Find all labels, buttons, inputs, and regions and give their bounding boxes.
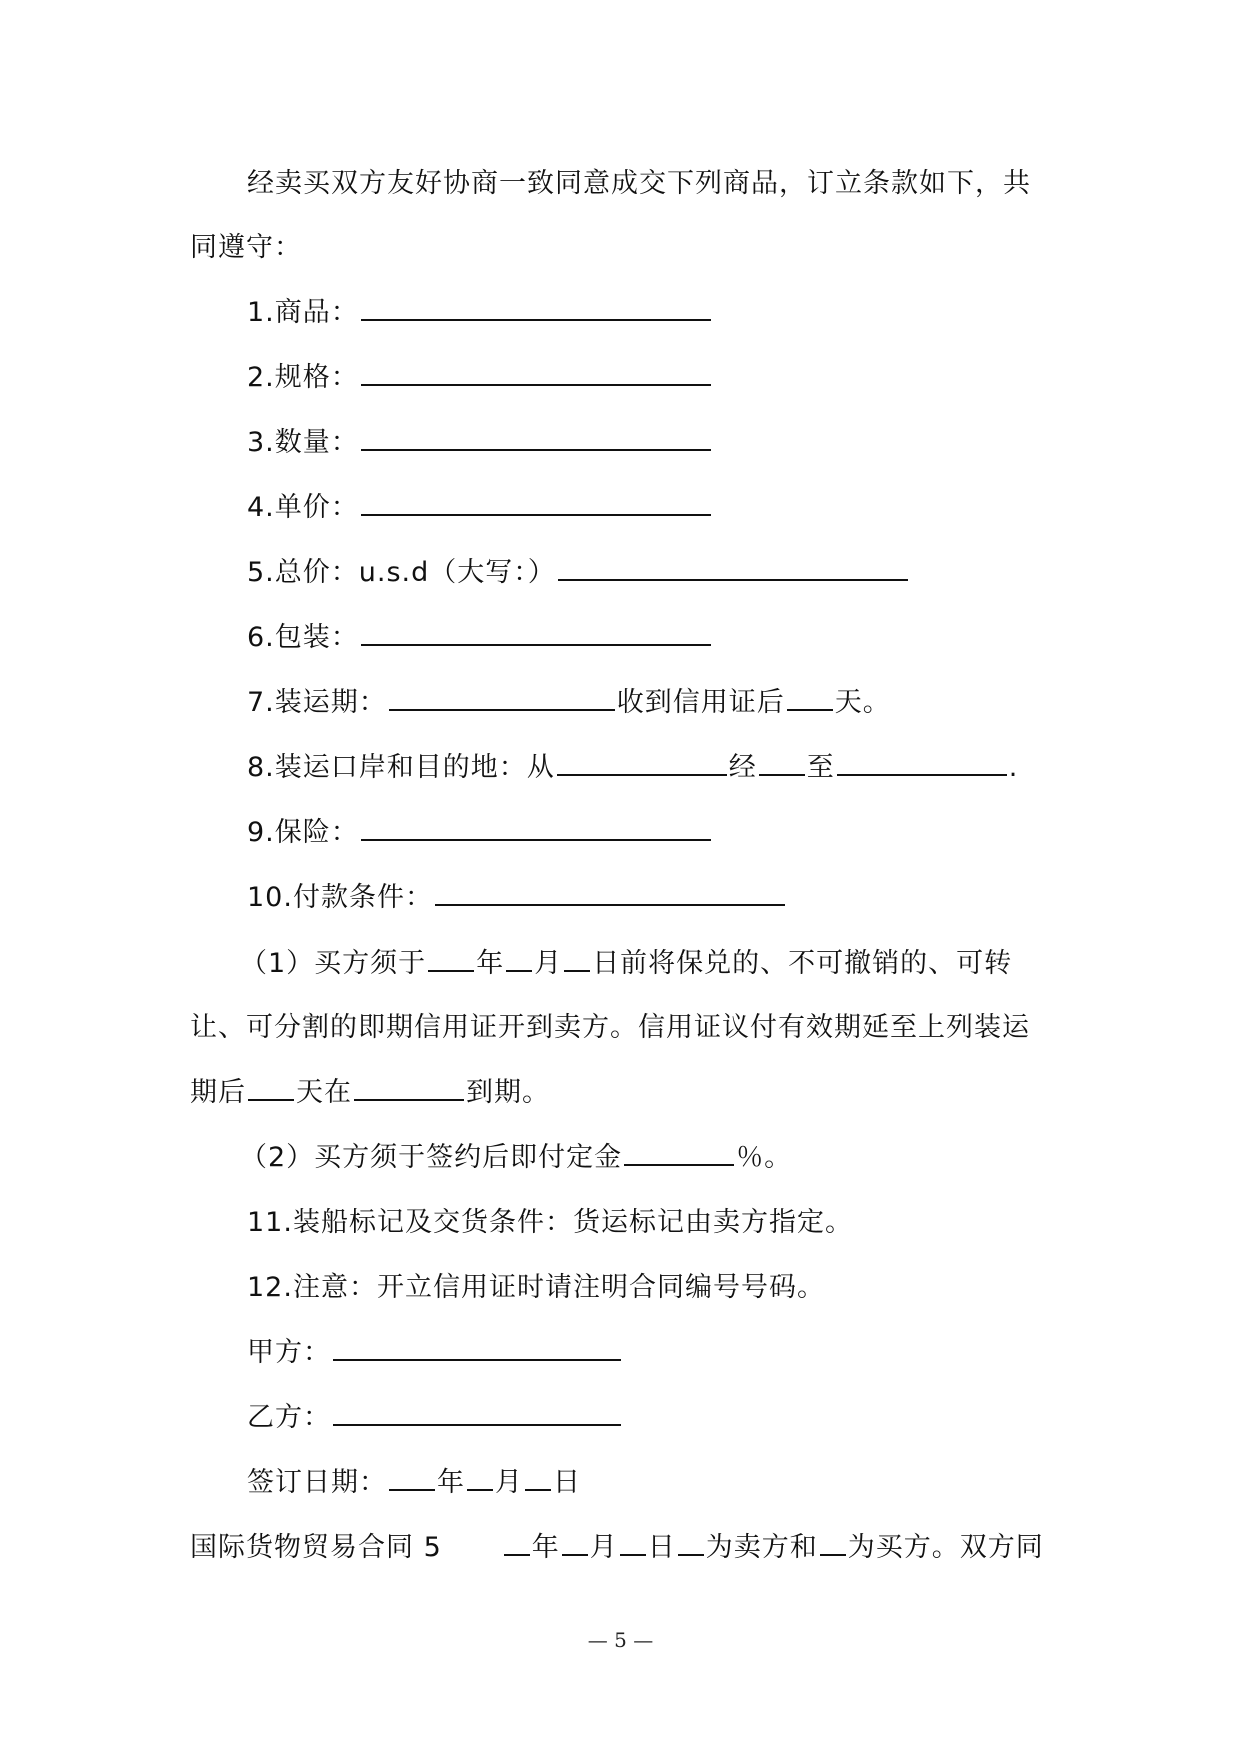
port-end: . [1008,752,1019,783]
item-quantity-label: 3.数量： [247,427,359,458]
item-shipment-label: 7.装运期： [247,687,387,718]
item-unit-price [247,490,713,526]
signing-day-label: 日 [553,1467,581,1498]
item-quantity [247,425,713,461]
validity-days-blank [248,1075,294,1101]
item-spec [247,360,713,396]
item-insurance [247,815,713,851]
term-shipping-marks: 11.装船标记及交货条件：货运标记由卖方指定。 [247,1207,853,1238]
deposit-blank [624,1140,734,1166]
lc-year-blank [428,946,474,972]
item-unit-price-label: 4.单价： [247,492,359,523]
item-total-price [247,555,910,591]
shipment-after-lc: 收到信用证后 [616,687,785,718]
payment-clause-1-line-1 [240,946,1012,982]
shipment-days-unit: 天。 [834,687,891,718]
packing-blank [361,620,711,646]
next-month-blank [562,1530,588,1556]
signing-month-blank [467,1465,493,1491]
payment-clause-1-line-2: 让、可分割的即期信用证开到卖方。信用证议付有效期延至上列装运 [190,1012,1030,1043]
shipment-blank [389,685,615,711]
deposit-percent: ％。 [736,1142,793,1173]
item-packing [247,620,713,656]
item-payment [247,880,787,916]
next-contract-line [190,1530,1044,1566]
party-b-label: 乙方： [247,1402,331,1433]
party-b-blank [333,1400,621,1426]
item-goods-label: 1.商品： [247,297,359,328]
shipment-days-blank [787,685,833,711]
item-port [247,750,1018,786]
page-number: — 5 — [587,1628,654,1652]
item-insurance-label: 9.保险： [247,817,359,848]
item-payment-label: 10.付款条件： [247,882,433,913]
party-b [247,1400,623,1436]
party-a-blank [333,1335,621,1361]
intro-line-2: 同遵守： [190,232,302,263]
port-to-blank [837,750,1007,776]
party-a [247,1335,623,1371]
signing-month-label: 月 [495,1467,523,1498]
next-year-label: 年 [531,1532,560,1563]
seller-blank [678,1530,704,1556]
signing-date-label: 签订日期： [247,1467,387,1498]
lc-month-blank [506,946,532,972]
item-shipment [247,685,891,721]
payment-clause-1-text: （1）买方须于 [240,948,427,979]
next-contract-title: 国际货物贸易合同 5 [190,1532,442,1563]
unit-price-blank [361,490,711,516]
port-from-blank [557,750,727,776]
next-day-label: 日 [647,1532,676,1563]
payment-blank [435,880,785,906]
item-packing-label: 6.包装： [247,622,359,653]
port-via-blank [759,750,805,776]
seller-label: 为卖方和 [705,1532,818,1563]
signing-date [247,1465,581,1501]
insurance-blank [361,815,711,841]
signing-year-blank [389,1465,435,1491]
validity-expire-label: 到期。 [466,1077,550,1108]
buyer-label: 为买方。双方同 [847,1532,1044,1563]
quantity-blank [361,425,711,451]
port-via-label: 经 [728,752,757,783]
buyer-blank [820,1530,846,1556]
lc-day-blank [564,946,590,972]
deposit-label: （2）买方须于签约后即付定金 [240,1142,623,1173]
signing-day-blank [525,1465,551,1491]
payment-clause-1-line-3 [190,1075,550,1111]
item-port-label: 8.装运口岸和目的地：从 [247,752,555,783]
lc-year-label: 年 [476,948,505,979]
lc-month-label: 月 [534,948,563,979]
signing-year-label: 年 [437,1467,465,1498]
lc-terms-text: 日前将保兑的、不可撤销的、可转 [592,948,1013,979]
item-goods [247,295,713,331]
item-total-price-label: 5.总价：u.s.d（大写：） [247,557,556,588]
term-note: 12.注意：开立信用证时请注明合同编号号码。 [247,1272,825,1303]
next-year-blank [504,1530,530,1556]
validity-after-label: 期后 [190,1077,246,1108]
payment-clause-2 [240,1140,792,1176]
item-spec-label: 2.规格： [247,362,359,393]
next-day-blank [620,1530,646,1556]
port-to-label: 至 [806,752,835,783]
total-price-blank [558,555,908,581]
next-month-label: 月 [589,1532,618,1563]
validity-place-blank [354,1075,464,1101]
validity-days-at-label: 天在 [296,1077,352,1108]
party-a-label: 甲方： [247,1337,331,1368]
goods-blank [361,295,711,321]
spec-blank [361,360,711,386]
intro-line-1: 经卖买双方友好协商一致同意成交下列商品，订立条款如下，共 [247,168,1031,199]
